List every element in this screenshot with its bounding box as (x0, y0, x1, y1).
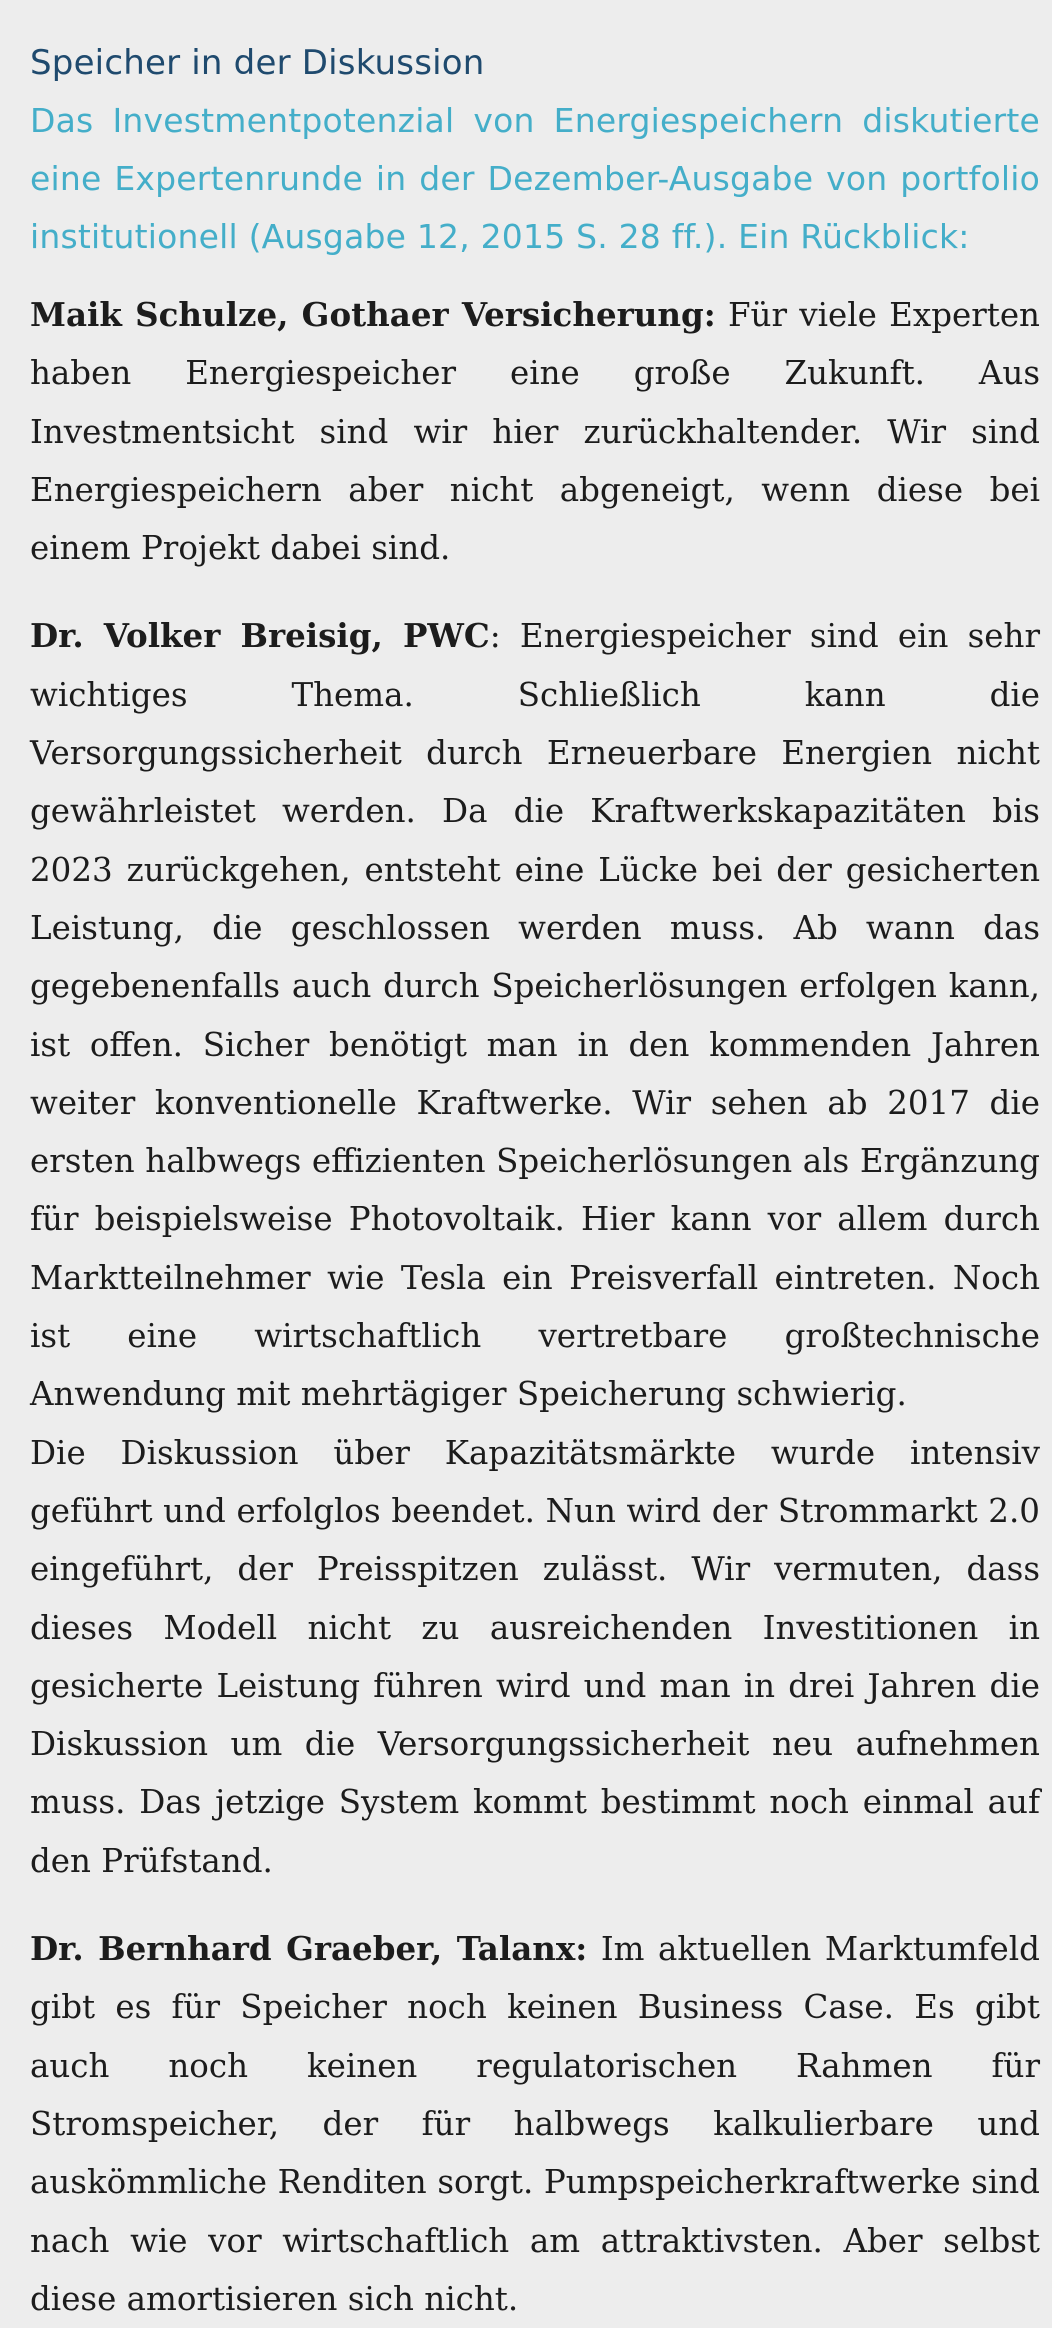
speaker-name: Dr. Bernhard Graeber, Talanx: (30, 1929, 588, 1969)
statement-text: Die Diskussion über Kapazitätsmärkte wurde intensiv geführt und erfolglos beendet. Nun wird der Strommarkt 2.0 eingeführt, der Preisspitzen zulässt. Wir vermuten, dass dieses Modell nicht zu ausreichenden Investitionen in gesicherte Leistung führen wird und man in drei Jahren die Diskussion um die Versorgungssicherheit neu aufnehmen muss. Das jetzige System kommt bestimmt noch einmal auf den Prüfstand. (30, 1433, 1040, 1880)
statement-paragraph (30, 286, 1040, 577)
statement-schulze (30, 286, 1040, 577)
statement-paragraph (30, 1424, 1040, 1890)
statement-paragraph (30, 1920, 1040, 2328)
statement-text: Für viele Experten haben Energiespeicher eine große Zukunft. Aus Investmentsicht sind wir hier zurückhaltender. Wir sind Energiespeichern aber nicht abgeneigt, wenn diese bei einem Projekt dabei sind. (30, 296, 1040, 568)
statement-breisig (30, 607, 1040, 1890)
box-intro: Das Investmentpotenzial von Energiespeichern diskutierte eine Expertenrunde in der Dezember-Ausgabe von portfolio institutionell (Ausgabe 12, 2015 S. 28 ff.). Ein Rückblick: (30, 101, 1040, 256)
speaker-name: Dr. Volker Breisig, PWC (30, 616, 490, 656)
statement-paragraph (30, 607, 1040, 1423)
box-heading: Speicher in der Diskussion (30, 43, 485, 83)
speaker-name: Maik Schulze, Gothaer Versicherung: (30, 295, 716, 334)
statement-graeber (30, 1920, 1040, 2328)
statement-text: Im aktuellen Marktumfeld gibt es für Speicher noch keinen Business Case. Es gibt auch noch keinen regulatorischen Rahmen für Stromspeicher, der für halbwegs kalkulierbare und auskömmliche Renditen sorgt. Pumpspeicherkraftwerke sind nach wie vor wirtschaftlich am attraktivsten. Aber selbst diese amortisieren sich nicht. (30, 1930, 1040, 2318)
statement-text: : Energiespeicher sind ein sehr wichtiges Thema. Schließlich kann die Versorgungssicherheit durch Erneuerbare Energien nicht gewährleistet werden. Da die Kraftwerkskapazitäten bis 2023 zurückgehen, entsteht eine Lücke bei der gesicherten Leistung, die geschlossen werden muss. Ab wann das gegebenenfalls auch durch Speicherlösungen erfolgen kann, ist offen. Sicher benötigt man in den kommenden Jahren weiter konventionelle Kraftwerke. Wir sehen ab 2017 die ersten halbwegs effizienten Speicherlösungen als Ergänzung für beispielsweise Photovoltaik. Hier kann vor allem durch Marktteilnehmer wie Tesla ein Preisverfall eintreten. Noch ist eine wirtschaftlich vertretbare großtechnische Anwendung mit mehrtägiger Speicherung schwierig. (30, 617, 1040, 1414)
